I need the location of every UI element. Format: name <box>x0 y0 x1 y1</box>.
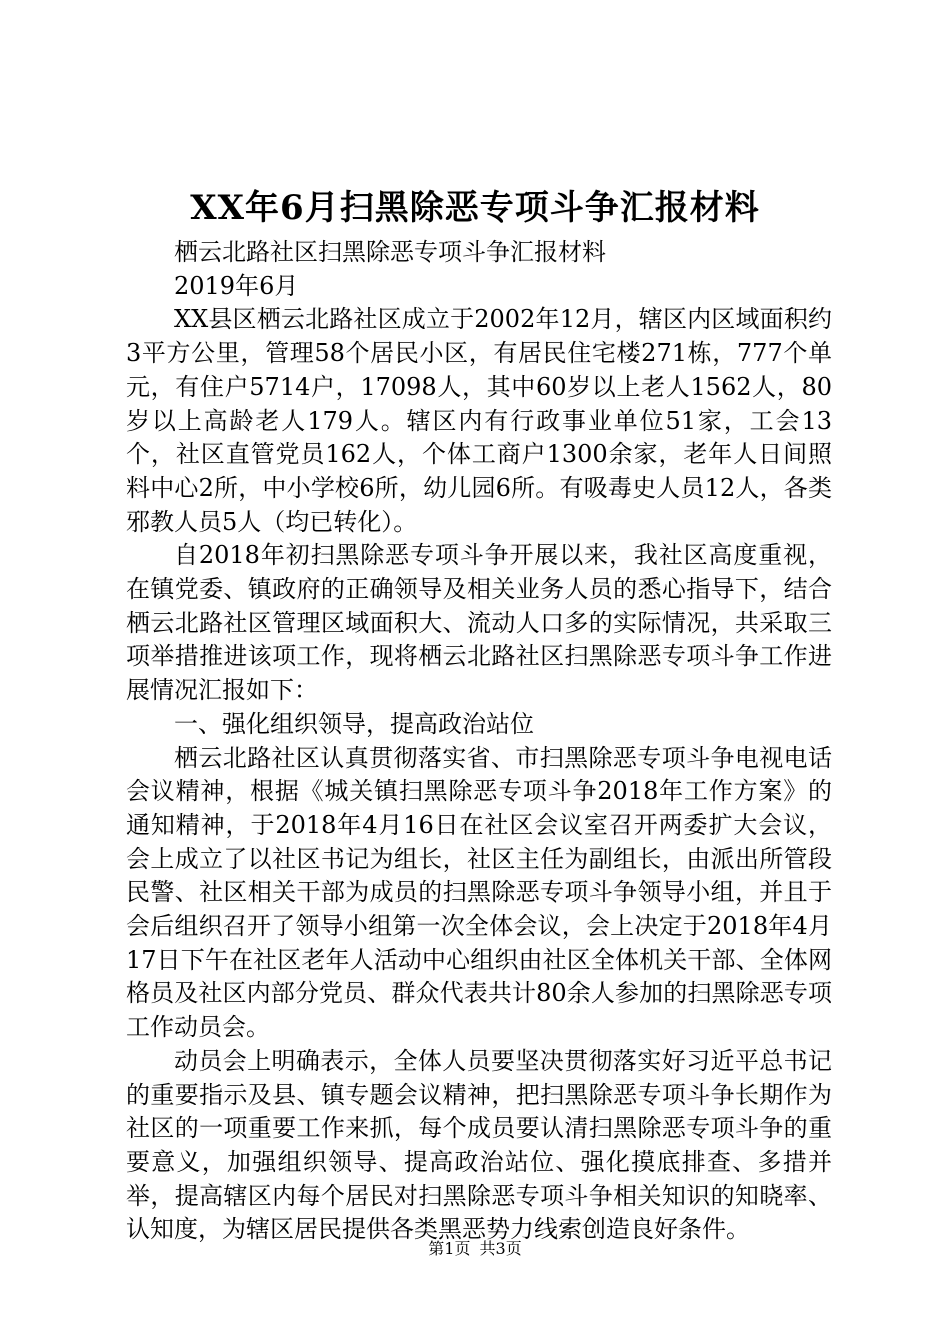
page-number: 第1页 <box>428 1239 471 1258</box>
body-paragraph: 栖云北路社区认真贯彻落实省、市扫黑除恶专项斗争电视电话会议精神，根据《城关镇扫黑除恶专项斗争2018年工作方案》的通知精神，于2018年4月16日在社区会议室召开两委扩大会议，会上成立了以社区书记为组长，社区主任为副组长，由派出所管段民警、社区相关干部为成员的扫黑除恶专项斗争领导小组，并且于会后组织召开了领导小组第一次全体会议，会上决定于2018年4月17日下午在社区老年人活动中心组织由社区全体机关干部、全体网格员及社区内部分党员、群众代表共计80余人参加的扫黑除恶专项工作动员会。 <box>126 743 832 1042</box>
body-paragraph: XX县区栖云北路社区成立于2002年12月，辖区内区域面积约3平方公里，管理58个居民小区，有居民住宅楼271栋，777个单元，有住户5714户，17098人，其中60岁以上老人1562人，80岁以上高龄老人179人。辖区内有行政事业单位51家，工会13个，社区直管党员162人，个体工商户1300余家，老年人日间照料中心2所，中小学校6所，幼儿园6所。有吸毒史人员12人，各类邪教人员5人（均已转化）。 <box>126 305 832 536</box>
page-total: 共3页 <box>479 1239 522 1258</box>
date-paragraph: 2019年6月 <box>174 271 299 300</box>
page-footer <box>0 1239 950 1259</box>
subtitle-paragraph: 栖云北路社区扫黑除恶专项斗争汇报材料 <box>174 238 606 266</box>
section-heading: 一、强化组织领导，提高政治站位 <box>174 709 534 738</box>
body-paragraph: 自2018年初扫黑除恶专项斗争开展以来，我社区高度重视，在镇党委、镇政府的正确领导及相关业务人员的悉心指导下，结合栖云北路社区管理区域面积大、流动人口多的实际情况，共采取三项举措推进该项工作，现将栖云北路社区扫黑除恶专项斗争工作进展情况汇报如下： <box>126 541 832 705</box>
document-title: XX年6月扫黑除恶专项斗争汇报材料 <box>190 188 760 228</box>
body-paragraph: 动员会上明确表示，全体人员要坚决贯彻落实好习近平总书记的重要指示及县、镇专题会议精神，把扫黑除恶专项斗争长期作为社区的一项重要工作来抓，每个成员要认清扫黑除恶专项斗争的重要意义，加强组织领导、提高政治站位、强化摸底排查、多措并举，提高辖区内每个居民对扫黑除恶专项斗争相关知识的知晓率、认知度，为辖区居民提供各类黑恶势力线索创造良好条件。 <box>126 1046 832 1244</box>
document-body <box>126 236 832 1247</box>
